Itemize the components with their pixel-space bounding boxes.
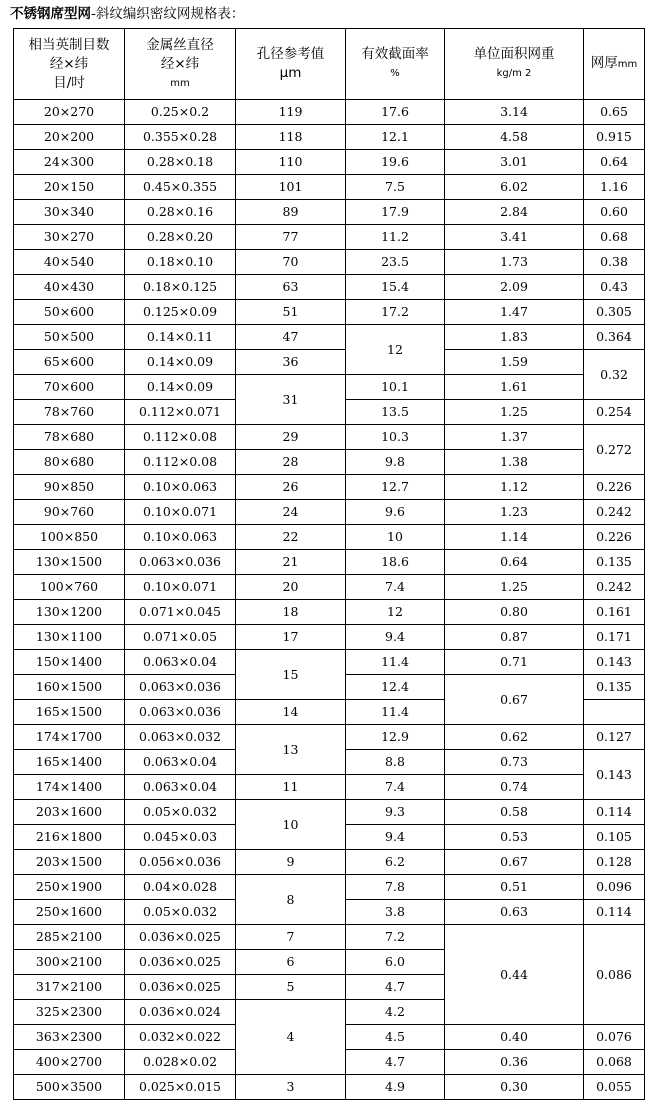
header-mesh-line2: 经×纬 <box>49 55 89 72</box>
cell-mesh: 40×540 <box>14 250 125 275</box>
cell-thickness: 0.143 <box>584 750 645 800</box>
header-open-unit: % <box>390 68 400 79</box>
cell-open-area: 11.4 <box>346 700 445 725</box>
cell-open-area: 6.0 <box>346 950 445 975</box>
cell-aperture: 51 <box>236 300 346 325</box>
cell-weight: 1.25 <box>445 575 584 600</box>
table-row <box>14 600 645 625</box>
cell-wire-diameter: 0.10×0.071 <box>125 575 236 600</box>
cell-wire-diameter: 0.063×0.036 <box>125 700 236 725</box>
table-row <box>14 250 645 275</box>
cell-wire-diameter: 0.025×0.015 <box>125 1075 236 1100</box>
cell-aperture: 118 <box>236 125 346 150</box>
table-row <box>14 800 645 825</box>
cell-mesh: 100×760 <box>14 575 125 600</box>
cell-mesh: 150×1400 <box>14 650 125 675</box>
table-row <box>14 375 645 400</box>
cell-weight: 3.14 <box>445 100 584 125</box>
cell-thickness: 0.143 <box>584 650 645 675</box>
cell-wire-diameter: 0.18×0.125 <box>125 275 236 300</box>
table-row <box>14 850 645 875</box>
cell-mesh: 20×200 <box>14 125 125 150</box>
cell-open-area: 12.4 <box>346 675 445 700</box>
cell-weight: 0.51 <box>445 875 584 900</box>
cell-mesh: 165×1500 <box>14 700 125 725</box>
cell-weight: 1.38 <box>445 450 584 475</box>
cell-weight: 0.44 <box>445 925 584 1025</box>
cell-weight: 1.12 <box>445 475 584 500</box>
cell-open-area: 11.2 <box>346 225 445 250</box>
cell-thickness: 0.068 <box>584 1050 645 1075</box>
cell-wire-diameter: 0.112×0.08 <box>125 425 236 450</box>
cell-mesh: 130×1200 <box>14 600 125 625</box>
cell-thickness <box>584 700 645 725</box>
cell-open-area: 17.6 <box>346 100 445 125</box>
cell-weight: 1.83 <box>445 325 584 350</box>
cell-open-area: 9.3 <box>346 800 445 825</box>
cell-open-area: 4.2 <box>346 1000 445 1025</box>
cell-mesh: 78×680 <box>14 425 125 450</box>
header-weight-label: 单位面积网重 <box>473 46 555 62</box>
cell-mesh: 174×1700 <box>14 725 125 750</box>
cell-wire-diameter: 0.071×0.045 <box>125 600 236 625</box>
cell-aperture: 4 <box>236 1000 346 1075</box>
table-row <box>14 575 645 600</box>
cell-wire-diameter: 0.063×0.032 <box>125 725 236 750</box>
table-row <box>14 100 645 125</box>
cell-weight: 3.01 <box>445 150 584 175</box>
cell-thickness: 0.65 <box>584 100 645 125</box>
cell-weight: 6.02 <box>445 175 584 200</box>
cell-mesh: 30×340 <box>14 200 125 225</box>
cell-weight: 0.87 <box>445 625 584 650</box>
cell-open-area: 12.7 <box>346 475 445 500</box>
cell-mesh: 90×760 <box>14 500 125 525</box>
header-thickness <box>584 29 645 100</box>
header-mesh-line3: 目/吋 <box>53 74 85 91</box>
cell-open-area: 12 <box>346 600 445 625</box>
cell-open-area: 11.4 <box>346 650 445 675</box>
header-aperture-unit: μm <box>279 65 302 81</box>
cell-wire-diameter: 0.063×0.036 <box>125 675 236 700</box>
header-mesh <box>14 29 125 100</box>
cell-thickness: 0.226 <box>584 475 645 500</box>
cell-thickness: 0.096 <box>584 875 645 900</box>
cell-open-area: 4.5 <box>346 1025 445 1050</box>
cell-wire-diameter: 0.14×0.09 <box>125 375 236 400</box>
header-open-area <box>346 29 445 100</box>
cell-aperture: 31 <box>236 375 346 425</box>
cell-thickness: 0.161 <box>584 600 645 625</box>
cell-aperture: 36 <box>236 350 346 375</box>
cell-wire-diameter: 0.032×0.022 <box>125 1025 236 1050</box>
header-wire-line1: 金属丝直径 <box>146 36 214 53</box>
cell-wire-diameter: 0.036×0.025 <box>125 925 236 950</box>
cell-mesh: 216×1800 <box>14 825 125 850</box>
cell-aperture: 20 <box>236 575 346 600</box>
table-row <box>14 925 645 950</box>
cell-wire-diameter: 0.10×0.063 <box>125 525 236 550</box>
cell-weight: 1.25 <box>445 400 584 425</box>
cell-mesh: 130×1100 <box>14 625 125 650</box>
cell-aperture: 28 <box>236 450 346 475</box>
cell-aperture: 77 <box>236 225 346 250</box>
cell-open-area: 10 <box>346 525 445 550</box>
cell-open-area: 9.4 <box>346 625 445 650</box>
cell-open-area: 18.6 <box>346 550 445 575</box>
cell-open-area: 12 <box>346 325 445 375</box>
cell-aperture: 110 <box>236 150 346 175</box>
cell-weight: 0.80 <box>445 600 584 625</box>
cell-thickness: 0.114 <box>584 900 645 925</box>
cell-weight: 0.30 <box>445 1075 584 1100</box>
table-row <box>14 625 645 650</box>
cell-mesh: 24×300 <box>14 150 125 175</box>
cell-mesh: 90×850 <box>14 475 125 500</box>
cell-thickness: 0.915 <box>584 125 645 150</box>
cell-thickness: 0.127 <box>584 725 645 750</box>
cell-wire-diameter: 0.14×0.09 <box>125 350 236 375</box>
cell-open-area: 4.7 <box>346 1050 445 1075</box>
cell-wire-diameter: 0.112×0.08 <box>125 450 236 475</box>
spec-table <box>13 28 645 1100</box>
cell-open-area: 8.8 <box>346 750 445 775</box>
cell-mesh: 285×2100 <box>14 925 125 950</box>
table-row <box>14 1075 645 1100</box>
cell-thickness: 0.272 <box>584 425 645 475</box>
header-row <box>14 29 645 100</box>
cell-wire-diameter: 0.45×0.355 <box>125 175 236 200</box>
cell-mesh: 400×2700 <box>14 1050 125 1075</box>
table-row <box>14 775 645 800</box>
cell-wire-diameter: 0.125×0.09 <box>125 300 236 325</box>
cell-thickness: 0.086 <box>584 925 645 1025</box>
cell-thickness: 0.364 <box>584 325 645 350</box>
cell-aperture: 13 <box>236 725 346 775</box>
cell-aperture: 5 <box>236 975 346 1000</box>
cell-wire-diameter: 0.28×0.20 <box>125 225 236 250</box>
cell-weight: 0.73 <box>445 750 584 775</box>
cell-mesh: 203×1600 <box>14 800 125 825</box>
cell-open-area: 17.2 <box>346 300 445 325</box>
cell-wire-diameter: 0.063×0.04 <box>125 650 236 675</box>
table-row <box>14 525 645 550</box>
cell-weight: 1.73 <box>445 250 584 275</box>
cell-open-area: 7.4 <box>346 575 445 600</box>
cell-mesh: 50×600 <box>14 300 125 325</box>
header-aperture <box>236 29 346 100</box>
table-row <box>14 350 645 375</box>
table-row <box>14 175 645 200</box>
header-mesh-line1: 相当英制目数 <box>28 36 110 53</box>
cell-open-area: 4.9 <box>346 1075 445 1100</box>
table-title <box>10 2 244 26</box>
cell-weight: 0.36 <box>445 1050 584 1075</box>
header-wire-line2: 经×纬 <box>160 55 200 72</box>
cell-wire-diameter: 0.036×0.025 <box>125 975 236 1000</box>
cell-aperture: 6 <box>236 950 346 975</box>
cell-open-area: 12.1 <box>346 125 445 150</box>
cell-mesh: 70×600 <box>14 375 125 400</box>
cell-aperture: 89 <box>236 200 346 225</box>
cell-wire-diameter: 0.071×0.05 <box>125 625 236 650</box>
cell-mesh: 20×270 <box>14 100 125 125</box>
cell-thickness: 0.135 <box>584 550 645 575</box>
cell-weight: 0.62 <box>445 725 584 750</box>
cell-wire-diameter: 0.063×0.036 <box>125 550 236 575</box>
cell-aperture: 17 <box>236 625 346 650</box>
cell-thickness: 0.128 <box>584 850 645 875</box>
cell-aperture: 119 <box>236 100 346 125</box>
cell-mesh: 65×600 <box>14 350 125 375</box>
cell-weight: 0.63 <box>445 900 584 925</box>
cell-weight: 0.71 <box>445 650 584 675</box>
cell-weight: 0.53 <box>445 825 584 850</box>
cell-weight: 2.09 <box>445 275 584 300</box>
cell-wire-diameter: 0.036×0.024 <box>125 1000 236 1025</box>
cell-wire-diameter: 0.112×0.071 <box>125 400 236 425</box>
cell-wire-diameter: 0.18×0.10 <box>125 250 236 275</box>
cell-mesh: 165×1400 <box>14 750 125 775</box>
cell-wire-diameter: 0.04×0.028 <box>125 875 236 900</box>
header-wire <box>125 29 236 100</box>
cell-weight: 0.58 <box>445 800 584 825</box>
cell-thickness: 0.055 <box>584 1075 645 1100</box>
title-bold: 不锈钢席型网 <box>10 6 91 22</box>
cell-aperture: 14 <box>236 700 346 725</box>
cell-aperture: 8 <box>236 875 346 925</box>
cell-aperture: 10 <box>236 800 346 850</box>
cell-weight: 0.67 <box>445 675 584 725</box>
cell-aperture: 7 <box>236 925 346 950</box>
cell-weight: 1.61 <box>445 375 584 400</box>
header-wire-unit: mm <box>170 77 190 89</box>
cell-open-area: 7.5 <box>346 175 445 200</box>
cell-mesh: 20×150 <box>14 175 125 200</box>
cell-open-area: 4.7 <box>346 975 445 1000</box>
cell-open-area: 17.9 <box>346 200 445 225</box>
header-thick-unit: mm <box>617 59 638 70</box>
cell-open-area: 10.1 <box>346 375 445 400</box>
cell-mesh: 317×2100 <box>14 975 125 1000</box>
table-row <box>14 425 645 450</box>
cell-thickness: 0.38 <box>584 250 645 275</box>
cell-wire-diameter: 0.25×0.2 <box>125 100 236 125</box>
cell-weight: 4.58 <box>445 125 584 150</box>
cell-wire-diameter: 0.28×0.18 <box>125 150 236 175</box>
cell-wire-diameter: 0.056×0.036 <box>125 850 236 875</box>
cell-weight: 1.59 <box>445 350 584 375</box>
cell-aperture: 9 <box>236 850 346 875</box>
cell-open-area: 9.8 <box>346 450 445 475</box>
cell-wire-diameter: 0.063×0.04 <box>125 750 236 775</box>
cell-aperture: 15 <box>236 650 346 700</box>
cell-aperture: 70 <box>236 250 346 275</box>
cell-open-area: 7.4 <box>346 775 445 800</box>
cell-wire-diameter: 0.028×0.02 <box>125 1050 236 1075</box>
cell-thickness: 0.43 <box>584 275 645 300</box>
table-body <box>14 100 645 1100</box>
cell-thickness: 0.254 <box>584 400 645 425</box>
table-row <box>14 450 645 475</box>
title-rest: -斜纹编织密纹网规格表： <box>91 6 245 22</box>
cell-wire-diameter: 0.10×0.063 <box>125 475 236 500</box>
cell-mesh: 50×500 <box>14 325 125 350</box>
table-row <box>14 550 645 575</box>
cell-weight: 1.47 <box>445 300 584 325</box>
cell-aperture: 47 <box>236 325 346 350</box>
cell-mesh: 40×430 <box>14 275 125 300</box>
table-row <box>14 225 645 250</box>
cell-mesh: 325×2300 <box>14 1000 125 1025</box>
cell-aperture: 11 <box>236 775 346 800</box>
cell-mesh: 500×3500 <box>14 1075 125 1100</box>
cell-mesh: 363×2300 <box>14 1025 125 1050</box>
cell-weight: 1.23 <box>445 500 584 525</box>
cell-thickness: 0.68 <box>584 225 645 250</box>
cell-open-area: 12.9 <box>346 725 445 750</box>
table-row <box>14 275 645 300</box>
cell-mesh: 160×1500 <box>14 675 125 700</box>
cell-open-area: 7.2 <box>346 925 445 950</box>
cell-thickness: 0.60 <box>584 200 645 225</box>
cell-mesh: 78×760 <box>14 400 125 425</box>
header-aperture-label: 孔径参考值 <box>256 46 325 62</box>
table-row <box>14 475 645 500</box>
header-thick-label: 网厚 <box>590 55 618 71</box>
cell-mesh: 30×270 <box>14 225 125 250</box>
cell-mesh: 250×1900 <box>14 875 125 900</box>
cell-thickness: 0.135 <box>584 675 645 700</box>
cell-open-area: 13.5 <box>346 400 445 425</box>
table-row <box>14 200 645 225</box>
cell-open-area: 9.4 <box>346 825 445 850</box>
cell-thickness: 1.16 <box>584 175 645 200</box>
table-row <box>14 300 645 325</box>
cell-aperture: 18 <box>236 600 346 625</box>
cell-weight: 0.40 <box>445 1025 584 1050</box>
cell-wire-diameter: 0.05×0.032 <box>125 900 236 925</box>
cell-mesh: 203×1500 <box>14 850 125 875</box>
cell-thickness: 0.32 <box>584 350 645 400</box>
cell-weight: 3.41 <box>445 225 584 250</box>
cell-wire-diameter: 0.063×0.04 <box>125 775 236 800</box>
cell-open-area: 3.8 <box>346 900 445 925</box>
table-row <box>14 325 645 350</box>
cell-wire-diameter: 0.14×0.11 <box>125 325 236 350</box>
cell-aperture: 26 <box>236 475 346 500</box>
cell-wire-diameter: 0.045×0.03 <box>125 825 236 850</box>
cell-mesh: 100×850 <box>14 525 125 550</box>
cell-thickness: 0.076 <box>584 1025 645 1050</box>
cell-thickness: 0.242 <box>584 575 645 600</box>
cell-open-area: 23.5 <box>346 250 445 275</box>
cell-aperture: 63 <box>236 275 346 300</box>
cell-mesh: 300×2100 <box>14 950 125 975</box>
cell-weight: 0.64 <box>445 550 584 575</box>
cell-open-area: 10.3 <box>346 425 445 450</box>
table-row <box>14 150 645 175</box>
cell-thickness: 0.305 <box>584 300 645 325</box>
header-weight <box>445 29 584 100</box>
cell-thickness: 0.114 <box>584 800 645 825</box>
cell-wire-diameter: 0.036×0.025 <box>125 950 236 975</box>
cell-wire-diameter: 0.28×0.16 <box>125 200 236 225</box>
table-row <box>14 650 645 675</box>
cell-open-area: 9.6 <box>346 500 445 525</box>
cell-thickness: 0.64 <box>584 150 645 175</box>
cell-aperture: 101 <box>236 175 346 200</box>
cell-open-area: 15.4 <box>346 275 445 300</box>
cell-aperture: 3 <box>236 1075 346 1100</box>
cell-weight: 1.37 <box>445 425 584 450</box>
cell-thickness: 0.226 <box>584 525 645 550</box>
table-row <box>14 875 645 900</box>
cell-weight: 2.84 <box>445 200 584 225</box>
cell-thickness: 0.171 <box>584 625 645 650</box>
cell-mesh: 250×1600 <box>14 900 125 925</box>
cell-wire-diameter: 0.355×0.28 <box>125 125 236 150</box>
cell-thickness: 0.105 <box>584 825 645 850</box>
cell-mesh: 80×680 <box>14 450 125 475</box>
cell-wire-diameter: 0.05×0.032 <box>125 800 236 825</box>
header-weight-unit: kg/m 2 <box>496 68 532 79</box>
cell-aperture: 22 <box>236 525 346 550</box>
table-row <box>14 125 645 150</box>
cell-open-area: 19.6 <box>346 150 445 175</box>
cell-aperture: 29 <box>236 425 346 450</box>
cell-weight: 1.14 <box>445 525 584 550</box>
cell-mesh: 130×1500 <box>14 550 125 575</box>
table-row <box>14 500 645 525</box>
cell-wire-diameter: 0.10×0.071 <box>125 500 236 525</box>
cell-weight: 0.67 <box>445 850 584 875</box>
cell-open-area: 7.8 <box>346 875 445 900</box>
cell-aperture: 21 <box>236 550 346 575</box>
cell-thickness: 0.242 <box>584 500 645 525</box>
table-row <box>14 725 645 750</box>
header-open-label: 有效截面率 <box>361 46 429 62</box>
cell-aperture: 24 <box>236 500 346 525</box>
cell-open-area: 6.2 <box>346 850 445 875</box>
cell-mesh: 174×1400 <box>14 775 125 800</box>
cell-weight: 0.74 <box>445 775 584 800</box>
